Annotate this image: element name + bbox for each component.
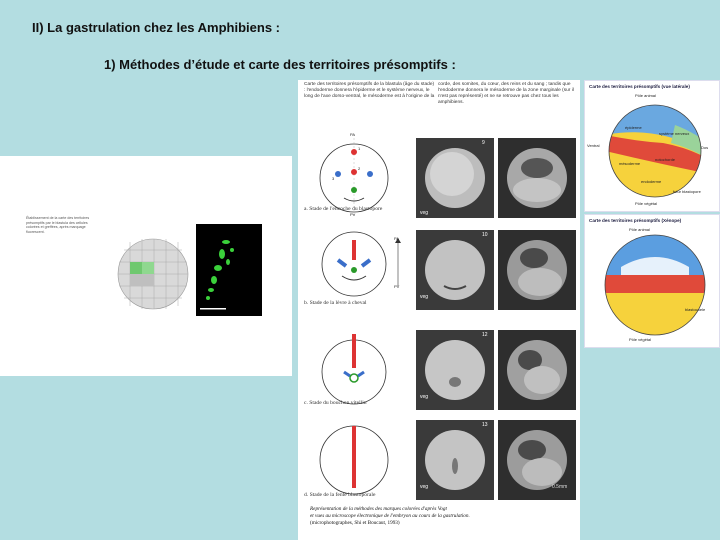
caption-stage-b: b. Stade de la lèvre à cheval: [304, 300, 367, 306]
sem-veg-label-3: veg: [420, 394, 429, 400]
sem-veg-label-1: veg: [420, 210, 429, 216]
embryo-grid-image: [116, 236, 190, 312]
map1-label-dorsal: Dos: [701, 145, 709, 150]
figure-text-right: corde, des somites, du cœur, des reins et du sang ; tandis que l'endoderme donnera le mésoderme de la zone marginale (sur il n'est pas représenté) et ne se retrouve pas chez tous les amphibiens.: [438, 82, 574, 105]
scale-label: 0.5mm: [552, 484, 568, 490]
map1-label-blastopore: futur blastopore: [673, 189, 701, 194]
vogt-diagram-b: [304, 220, 404, 310]
diagram-side-label-pa: PA: [394, 236, 400, 241]
gastrulation-figure: [298, 80, 580, 540]
map1-label-nervous: système nerveux: [659, 131, 690, 136]
sem-image-stage-9: [416, 138, 494, 218]
map1-label-vegetal: Pôle végétal: [635, 201, 658, 206]
diagram-label-1: 1: [358, 146, 361, 151]
map1-label-mesoderm: mésoderme: [619, 161, 641, 166]
sem-section-stage-9: [498, 138, 576, 218]
map1-label-animal: Pôle animal: [635, 93, 656, 98]
fate-map-lateral: [584, 80, 720, 212]
left-figure-caption: Établissement de la carte des territoires présomptifs par le blastula des cellules colorées et greffées, après marquage fluorescent.: [26, 216, 90, 234]
fate-map-lateral-title: Carte des territoires présomptifs (vue latérale): [589, 84, 690, 89]
sem-section-stage-10: [498, 230, 576, 310]
diagram-side-label-pv: PV: [394, 284, 400, 289]
sem-number-13: 13: [482, 422, 488, 428]
caption-stage-a: a. Stade de l'encoche du blastopore: [304, 206, 383, 212]
diagram-label-3: 3: [332, 176, 335, 181]
figure-text-left: Carte des territoires présomptifs de la blastula (âge du stade) : l'endoderme donnera l'épiderme et le système nerveux, le long de l'axe dorso-ventral, le mésoderme est à l'origine de la: [304, 82, 435, 99]
fate-map-section: [584, 214, 720, 348]
figure-caption-line-3: (microphotographes, Shi et Boucaut, 1993): [310, 520, 400, 526]
map1-label-ventral: Ventral: [587, 143, 600, 148]
map1-label-notochord: notochorde: [655, 157, 676, 162]
map1-label-epidermis: épiderme: [625, 125, 642, 130]
map1-label-endoderm: endoderme: [641, 179, 662, 184]
map2-label-animal: Pôle animal: [629, 227, 650, 232]
diagram-label-pa: PA: [350, 132, 356, 137]
sem-number-9: 9: [482, 140, 485, 146]
caption-stage-d: d. Stade de la fente blastoporale: [304, 492, 376, 498]
sem-number-10: 10: [482, 232, 488, 238]
slide-subtitle: 1) Méthodes d’étude et carte des territoires présomptifs :: [104, 57, 456, 72]
figure-bottom-caption: [310, 506, 570, 527]
map2-label-blastocoel: blastocoele: [685, 307, 706, 312]
sem-veg-label-2: veg: [420, 294, 429, 300]
fate-map-section-title: Carte des territoires présomptifs (Xénope): [589, 218, 682, 223]
map2-label-vegetal: Pôle végétal: [629, 337, 652, 342]
slide-title: II) La gastrulation chez les Amphibiens :: [32, 20, 281, 35]
figure-caption-line-1: Représentation de la méthodes des marques colorées d'après Vogt: [310, 506, 447, 512]
diagram-label-2: 2: [358, 166, 361, 171]
caption-stage-c: c. Stade du bouchon vitellin: [304, 400, 367, 406]
sem-section-stage-12: [498, 330, 576, 410]
sem-number-12: 12: [482, 332, 488, 338]
sem-veg-label-4: veg: [420, 484, 429, 490]
figure-caption-line-2: et vues au microscope électronique de l'embryon au cours de la gastrulation.: [310, 513, 470, 519]
fluorescent-embryo-image: [196, 224, 262, 316]
diagram-label-pv: PV: [350, 212, 356, 217]
fate-map-section-diagram: [601, 227, 709, 343]
vogt-diagram-d: [304, 412, 404, 502]
